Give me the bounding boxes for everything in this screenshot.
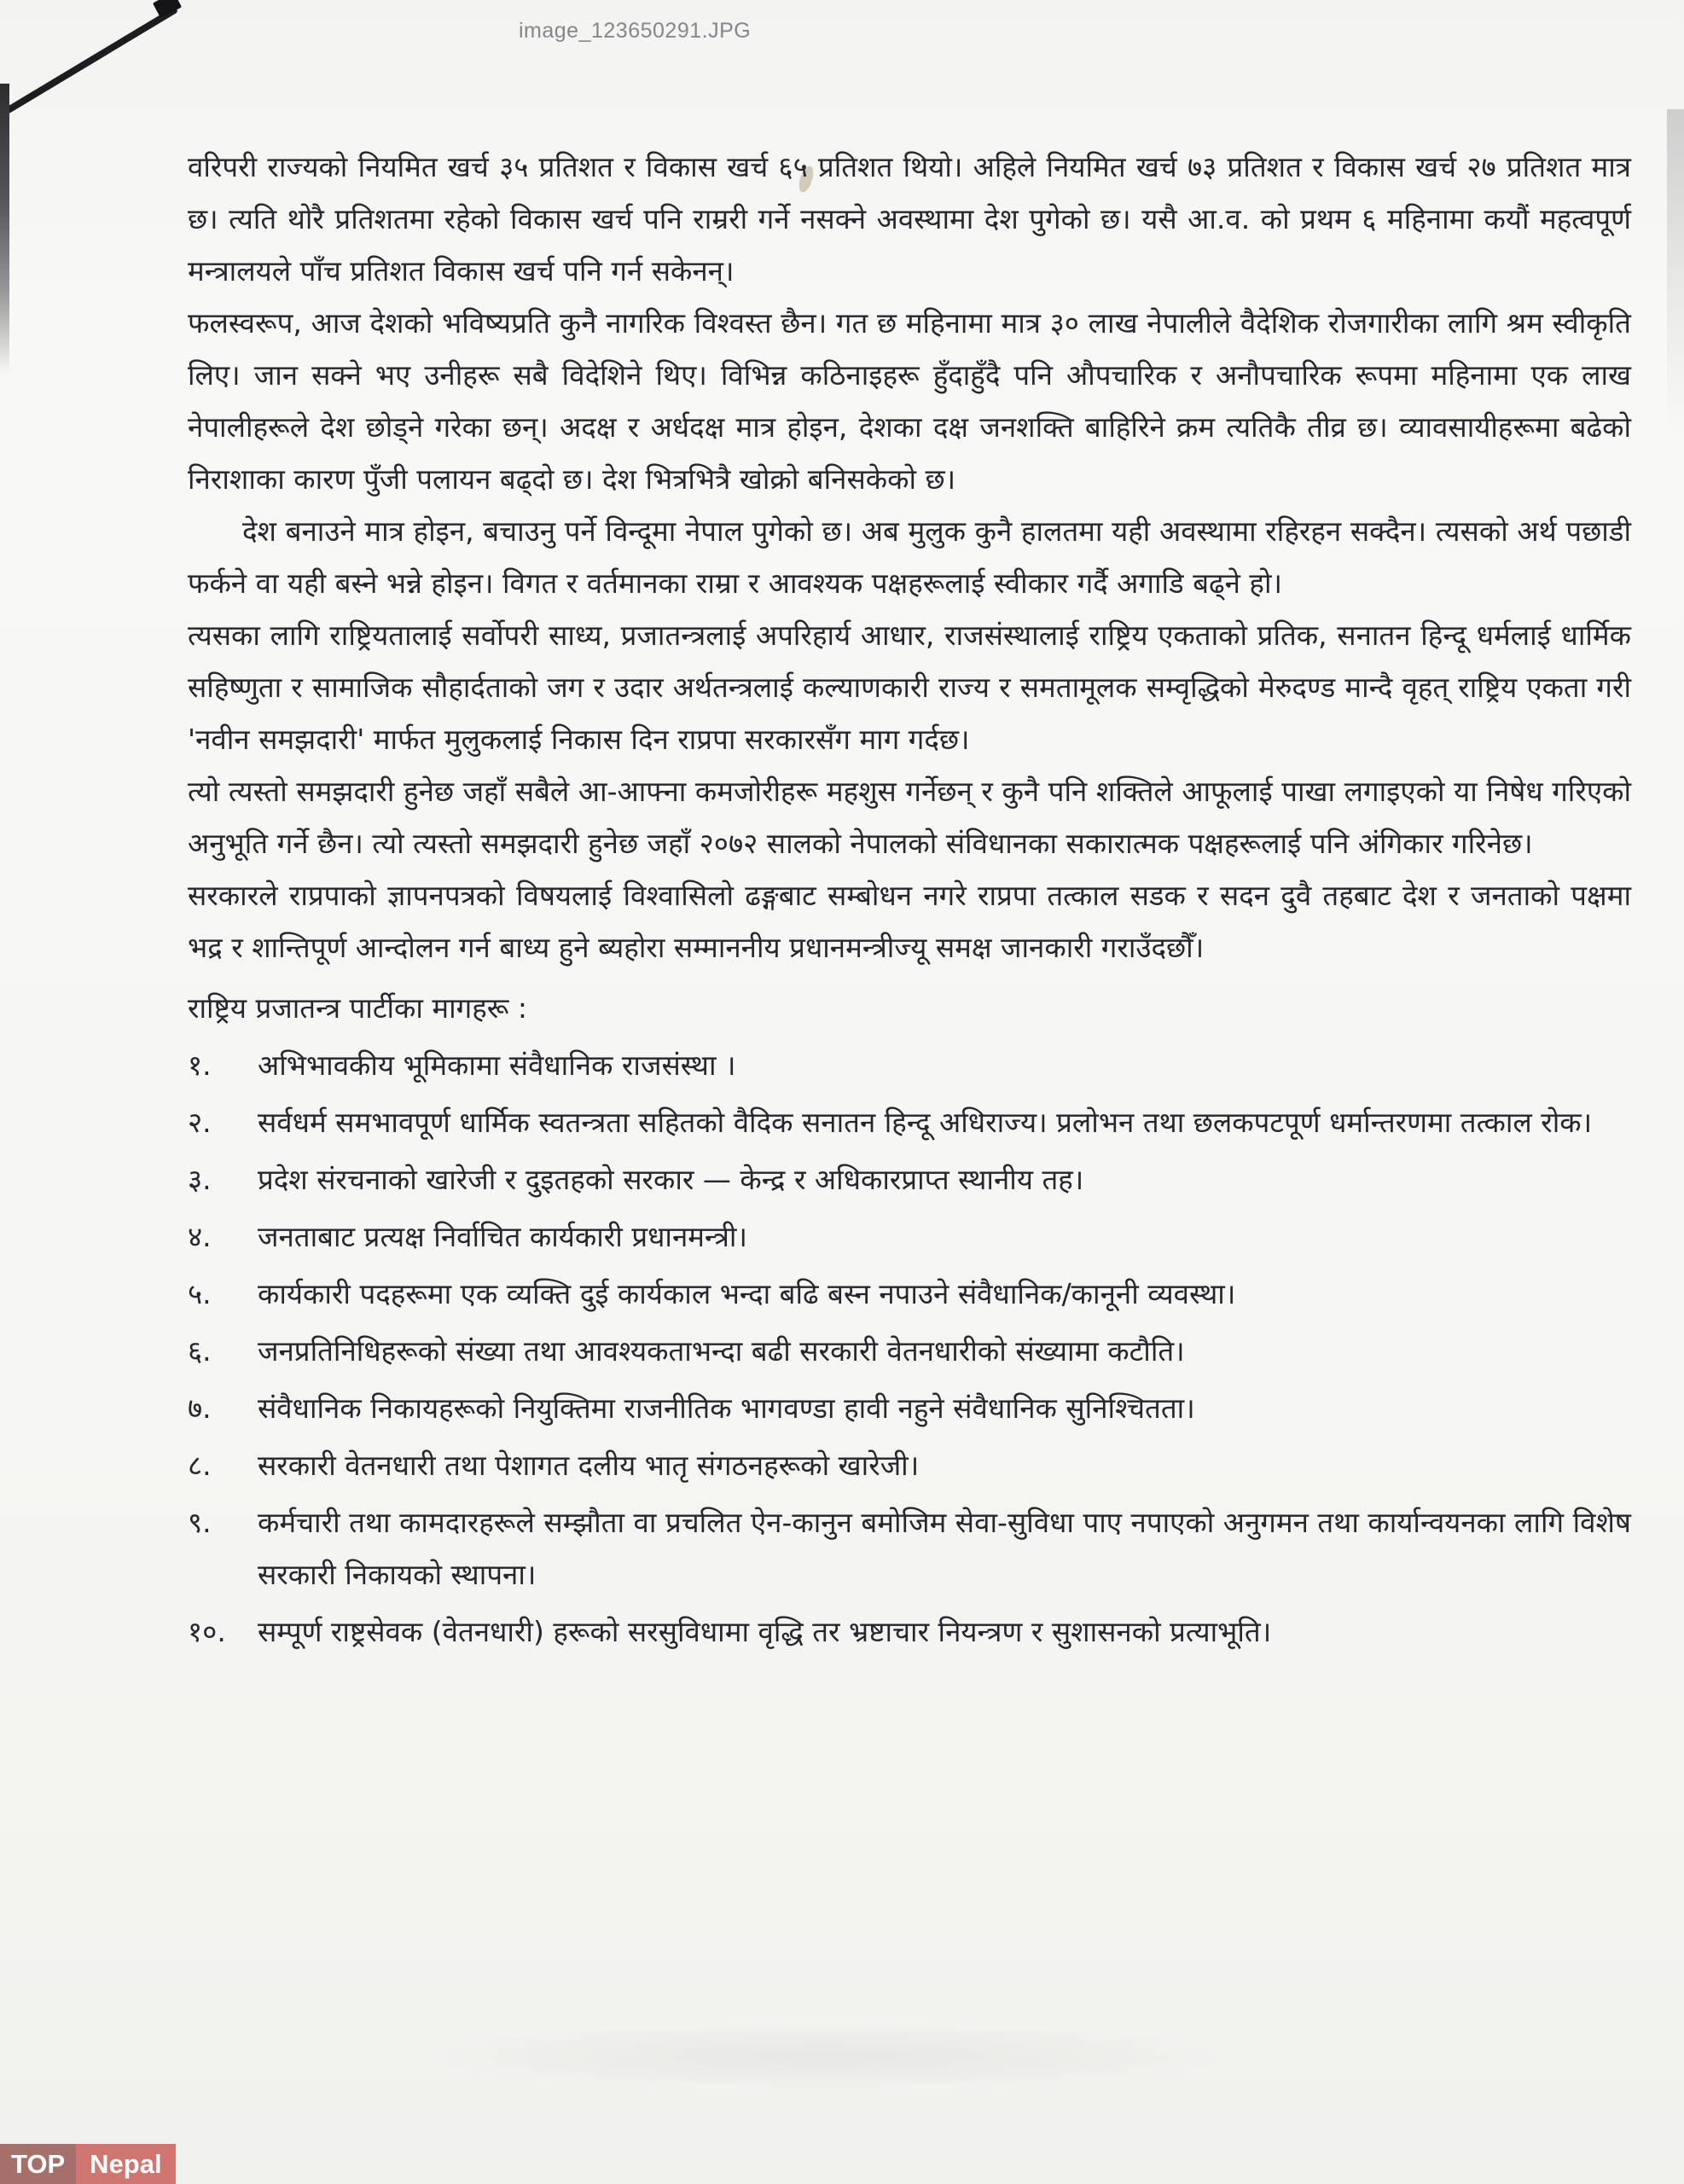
watermark-nepal-label: Nepal bbox=[76, 2144, 175, 2184]
list-item-number: ४. bbox=[188, 1220, 212, 1253]
list-item-number: १०. bbox=[188, 1615, 226, 1648]
paragraph-4: त्यसका लागि राष्ट्रियतालाई सर्वोपरी साध्य, प्रजातन्त्रलाई अपरिहार्य आधार, राजसंस्थालाई राष्ट्रिय एकताको प्रतिक, सनातन हिन्दू धर्मलाई धार्मिक सहिष्णुता र सामाजिक सौहार्दताको जग र उदार अर्थतन्त्रलाई कल्याणकारी राज्य र समतामूलक सम्वृद्धिको मेरुदण्ड मान्दै वृहत् राष्ट्रिय एकता गरी 'नवीन समझदारी' मार्फत मुलुकलाई निकास दिन राप्रपा सरकारसँग माग गर्दछ। bbox=[188, 619, 1631, 756]
list-item-text: सरकारी वेतनधारी तथा पेशागत दलीय भातृ संगठनहरूको खारेजी। bbox=[258, 1449, 920, 1482]
list-item-number: १. bbox=[188, 1048, 212, 1082]
top-nepal-watermark bbox=[0, 2144, 176, 2184]
list-item-number: ९. bbox=[188, 1506, 212, 1539]
list-item bbox=[188, 1096, 1631, 1148]
paragraph-1: वरिपरी राज्यको नियमित खर्च ३५ प्रतिशत र विकास खर्च ६५ प्रतिशत थियो। अहिले नियमित खर्च ७३ प्रतिशत र विकास खर्च २७ प्रतिशत मात्र छ। त्यति थोरै प्रतिशतमा रहेको विकास खर्च पनि राम्ररी गर्ने नसक्ने अवस्थामा देश पुगेको छ। यसै आ.व. को प्रथम ६ महिनामा कयौं महत्वपूर्ण मन्त्रालयले पाँच प्रतिशत विकास खर्च पनि गर्न सकेनन्। bbox=[188, 150, 1631, 288]
list-item bbox=[188, 1439, 1631, 1491]
list-item-number: ३. bbox=[188, 1163, 212, 1196]
list-item bbox=[188, 1039, 1631, 1091]
list-item bbox=[188, 1211, 1631, 1263]
scan-right-edge-artifact bbox=[1667, 109, 1684, 433]
list-item bbox=[188, 1268, 1631, 1320]
paragraph-5: त्यो त्यस्तो समझदारी हुनेछ जहाँ सबैले आ-आफ्ना कमजोरीहरू महशुस गर्नेछन् र कुनै पनि शक्तिले आफूलाई पाखा लगाइएको या निषेध गरिएको अनुभूति गर्ने छैन। त्यो त्यस्तो समझदारी हुनेछ जहाँ २०७२ सालको नेपालको संविधानका सकारात्मक पक्षहरूलाई पनि अंगिकार गरिनेछ। bbox=[188, 775, 1631, 860]
scan-corner-fold-artifact bbox=[5, 6, 178, 113]
list-item-text: जनताबाट प्रत्यक्ष निर्वाचित कार्यकारी प्रधानमन्त्री। bbox=[258, 1220, 747, 1253]
list-item bbox=[188, 1606, 1631, 1658]
list-item-text: सम्पूर्ण राष्ट्रसेवक (वेतनधारी) हरूको सरसुविधामा वृद्धि तर भ्रष्टाचार नियन्त्रण र सुशासनको प्रत्याभूति। bbox=[258, 1615, 1272, 1648]
list-item bbox=[188, 1325, 1631, 1377]
demands-list bbox=[188, 1039, 1631, 1658]
list-item-text: कर्मचारी तथा कामदारहरूले सम्झौता वा प्रचलित ऐन-कानुन बमोजिम सेवा-सुविधा पाए नपाएको अनुगमन तथा कार्यान्वयनका लागि विशेष सरकारी निकायको स्थापना। bbox=[258, 1506, 1631, 1591]
list-item-number: ६. bbox=[188, 1334, 212, 1368]
paragraph-3: देश बनाउने मात्र होइन, बचाउनु पर्ने विन्दूमा नेपाल पुगेको छ। अब मुलुक कुनै हालतमा यही अवस्थामा रहिरहन सक्दैन। त्यसको अर्थ पछाडी फर्कने वा यही बस्ने भन्ने होइन। विगत र वर्तमानका राम्रा र आवश्यक पक्षहरूलाई स्वीकार गर्दै अगाडि बढ्ने हो। bbox=[188, 514, 1631, 600]
scan-smudge-artifact bbox=[409, 2022, 1246, 2090]
demands-heading: राष्ट्रिय प्रजातन्त्र पार्टीका मागहरू : bbox=[188, 991, 528, 1025]
list-item bbox=[188, 1153, 1631, 1205]
list-item-number: ८. bbox=[188, 1449, 212, 1482]
document-body bbox=[188, 141, 1631, 1663]
list-item-text: जनप्रतिनिधिहरूको संख्या तथा आवश्यकताभन्दा बढी सरकारी वेतनधारीको संख्यामा कटौति। bbox=[258, 1334, 1185, 1368]
list-item-number: ७. bbox=[188, 1391, 212, 1425]
list-item-number: २. bbox=[188, 1106, 212, 1139]
list-item-text: प्रदेश संरचनाको खारेजी र दुइतहको सरकार — केन्द्र र अधिकारप्राप्त स्थानीय तह। bbox=[258, 1163, 1084, 1196]
list-item bbox=[188, 1496, 1631, 1600]
list-item-text: संवैधानिक निकायहरूको नियुक्तिमा राजनीतिक भागवण्डा हावी नहुने संवैधानिक सुनिश्चितता। bbox=[258, 1391, 1195, 1425]
paragraph-2: फलस्वरूप, आज देशको भविष्यप्रति कुनै नागरिक विश्वस्त छैन। गत छ महिनामा मात्र ३० लाख नेपालीले वैदेशिक रोजगारीका लागि श्रम स्वीकृति लिए। जान सक्ने भए उनीहरू सबै विदेशिने थिए। विभिन्न कठिनाइहरू हुँदाहुँदै पनि औपचारिक र अनौपचारिक रूपमा महिनामा एक लाख नेपालीहरूले देश छोड्ने गरेका छन्। अदक्ष र अर्धदक्ष मात्र होइन, देशका दक्ष जनशक्ति बाहिरिने क्रम त्यतिकै तीव्र छ। व्यावसायीहरूमा बढेको निराशाका कारण पुँजी पलायन बढ्दो छ। देश भित्रभित्रै खोक्रो बनिसकेको छ। bbox=[188, 306, 1631, 496]
list-item-text: कार्यकारी पदहरूमा एक व्यक्ति दुई कार्यकाल भन्दा बढि बस्न नपाउने संवैधानिक/कानूनी व्यवस्था। bbox=[258, 1277, 1236, 1310]
list-item-text: सर्वधर्म समभावपूर्ण धार्मिक स्वतन्त्रता सहितको वैदिक सनातन हिन्दू अधिराज्य। प्रलोभन तथा छलकपटपूर्ण धर्मान्तरणमा तत्काल रोक। bbox=[258, 1106, 1593, 1139]
scan-left-edge-artifact bbox=[0, 84, 9, 374]
watermark-top-label: TOP bbox=[0, 2144, 76, 2184]
image-filename: image_123650291.JPG bbox=[519, 19, 752, 43]
list-item-text: अभिभावकीय भूमिकामा संवैधानिक राजसंस्था । bbox=[258, 1048, 736, 1082]
paragraph-6: सरकारले राप्रपाको ज्ञापनपत्रको विषयलाई विश्वासिलो ढङ्गबाट सम्बोधन नगरे राप्रपा तत्काल सडक र सदन दुवै तहबाट देश र जनताको पक्षमा भद्र र शान्तिपूर्ण आन्दोलन गर्न बाध्य हुने ब्यहोरा सम्माननीय प्रधानमन्त्रीज्यू समक्ष जानकारी गराउँदछौँ। bbox=[188, 879, 1631, 964]
list-item bbox=[188, 1382, 1631, 1434]
list-item-number: ५. bbox=[188, 1277, 212, 1310]
